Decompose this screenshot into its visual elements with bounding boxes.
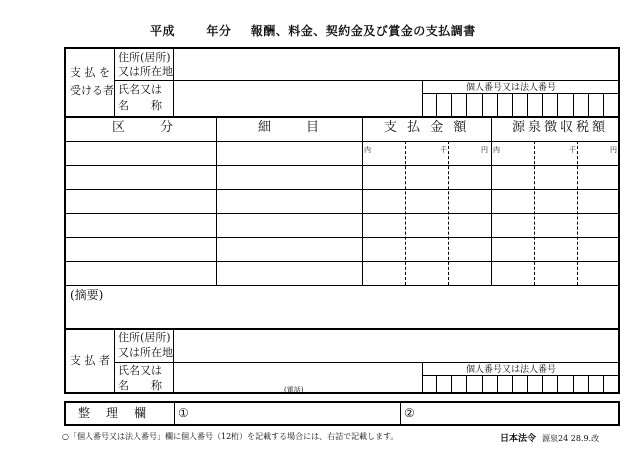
unit-en-2: 円 — [610, 146, 617, 154]
unit-uchi: 内 — [364, 146, 371, 154]
table-row — [66, 165, 618, 166]
divider-line — [114, 49, 115, 117]
recipient-name-label-2: 名 称 — [118, 99, 162, 112]
payer-name-label-1: 氏名又は — [118, 364, 162, 377]
summary-label: (摘要) — [70, 288, 104, 302]
table-row — [66, 237, 618, 238]
unit-en: 円 — [481, 146, 488, 154]
title-main: 報酬、料金、契約金及び賞金の支払調書 — [250, 24, 476, 38]
divider-line — [173, 49, 174, 117]
section-divider — [66, 328, 618, 330]
recipient-id-number-label: 個人番号又は法人番号 — [466, 83, 557, 93]
title-era: 平成 — [150, 24, 176, 38]
unit-sen: 千 — [440, 146, 447, 154]
arrangement-label: 整 理 欄 — [78, 406, 149, 420]
payer-address-label-2: 又は所在地 — [118, 346, 173, 359]
arrangement-frame — [64, 401, 620, 426]
recipient-id-digit-cells — [422, 93, 618, 117]
footer-publisher-block — [500, 431, 599, 444]
title-year: 年分 — [206, 24, 232, 38]
recipient-label-1: 支 払 を — [70, 66, 110, 79]
recipient-label-2: 受ける者 — [70, 84, 114, 97]
unit-sen-2: 千 — [569, 146, 576, 154]
footer-note: ○「個人番号又は法人番号」欄に個人番号（12桁）を記載する場合には、右詰で記載します。 — [62, 432, 399, 441]
form-code: 源泉24 28.9.改 — [542, 434, 600, 443]
recipient-address-label-2: 又は所在地 — [118, 65, 173, 78]
table-row — [66, 285, 618, 286]
unit-uchi-2: 内 — [493, 146, 500, 154]
payer-id-digit-cells — [422, 375, 618, 394]
publisher-name: 日本法令 — [500, 434, 537, 444]
section-divider — [66, 116, 618, 118]
col-detail-header: 細 目 — [258, 120, 323, 135]
payer-id-number-label: 個人番号又は法人番号 — [466, 365, 557, 375]
arrangement-mark-1: ① — [178, 406, 189, 420]
payer-name-label-2: 名 称 — [118, 379, 162, 392]
payer-phone-label: (電話) — [284, 386, 304, 394]
divider-line — [114, 80, 618, 81]
col-payment-header: 支 払 金 額 — [384, 120, 470, 135]
payer-address-label-1: 住所(居所) — [118, 331, 171, 344]
form-title — [150, 22, 570, 39]
table-row — [66, 189, 618, 190]
main-form-frame — [64, 47, 620, 394]
table-row — [66, 261, 618, 262]
recipient-name-label-1: 氏名又は — [118, 83, 162, 96]
payer-label: 支 払 者 — [70, 354, 110, 367]
col-tax-header: 源泉徴収税額 — [512, 120, 609, 135]
col-category-header: 区 分 — [112, 120, 177, 135]
arrangement-mark-2: ② — [404, 406, 415, 420]
recipient-address-label-1: 住所(居所) — [118, 51, 171, 64]
table-row — [66, 213, 618, 214]
